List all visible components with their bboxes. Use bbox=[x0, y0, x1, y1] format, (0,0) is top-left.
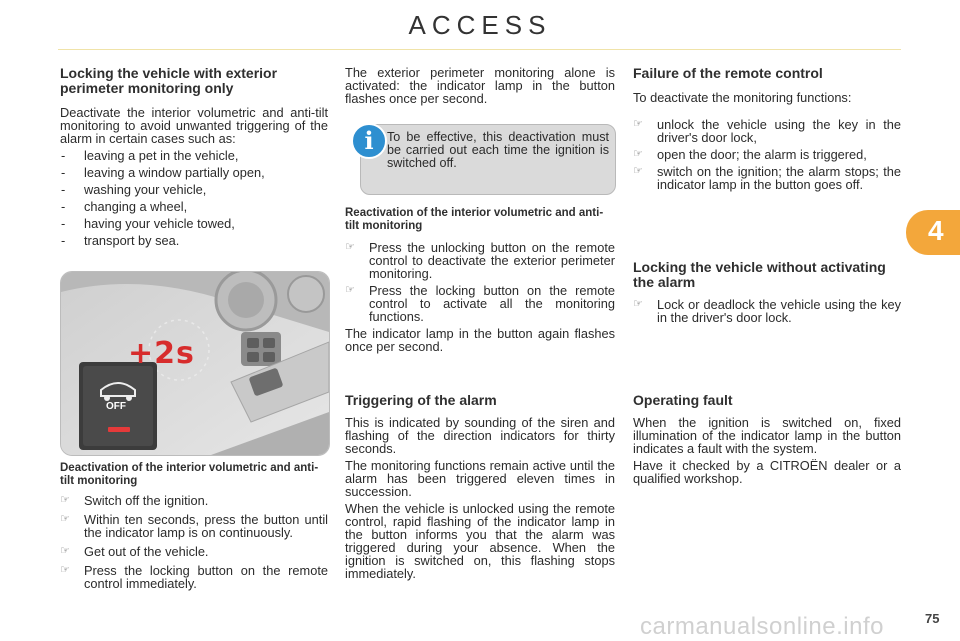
trigger-paragraph-1: This is indicated by sounding of the siren and flashing of the direction indicators for thirty seconds. bbox=[345, 415, 615, 456]
page-number: 75 bbox=[925, 611, 940, 626]
intro-paragraph: Deactivate the interior volumetric and anti-tilt monitoring to avoid unwanted triggering of the alarm in certain cases such as: bbox=[60, 105, 328, 146]
reactivation-title: Reactivation of the interior volumetric and anti-tilt monitoring bbox=[345, 207, 604, 232]
list-item: - transport by sea. bbox=[60, 234, 328, 247]
list-item: - changing a wheel, bbox=[60, 200, 328, 213]
column-right bbox=[633, 66, 901, 191]
page-header: ACCESS bbox=[408, 10, 552, 40]
failure-steps bbox=[633, 118, 901, 191]
operating-fault-title: Operating fault bbox=[633, 392, 733, 408]
list-item: - washing your vehicle, bbox=[60, 183, 328, 196]
list-item: ☞ Press the locking button on the remote control immediately. bbox=[60, 564, 328, 590]
triggering-section bbox=[345, 393, 615, 580]
fault-paragraph-2: Have it checked by a CITROËN dealer or a qualified workshop. bbox=[633, 458, 901, 486]
dashboard-illustration bbox=[60, 271, 330, 456]
operating-fault-section bbox=[633, 393, 901, 485]
list-item: ☞ unlock the vehicle using the key in the driver's door lock, bbox=[633, 118, 901, 144]
dashboard-drawing bbox=[61, 272, 329, 455]
list-item: ☞ open the door; the alarm is triggered, bbox=[633, 148, 901, 161]
info-icon: i bbox=[351, 123, 387, 159]
reactivation-section bbox=[345, 207, 615, 353]
lock-steps bbox=[633, 298, 901, 324]
list-item: - leaving a window partially open, bbox=[60, 166, 328, 179]
list-item: ☞ Switch off the ignition. bbox=[60, 494, 328, 507]
reactivation-steps bbox=[345, 241, 615, 323]
info-box bbox=[360, 124, 616, 195]
header-divider bbox=[58, 49, 901, 50]
section-title-locking-perimeter: Locking the vehicle with exterior perimeter monitoring only bbox=[60, 65, 278, 96]
trigger-paragraph-2: The monitoring functions remain active until the alarm has been triggered eleven times in succession. bbox=[345, 458, 615, 499]
list-item: - leaving a pet in the vehicle, bbox=[60, 149, 328, 162]
list-item: ☞ Press the unlocking button on the remote control to deactivate the exterior perimeter monitoring. bbox=[345, 241, 615, 280]
deactivation-title: Deactivation of the interior volumetric and anti-tilt monitoring bbox=[60, 462, 319, 487]
list-item: ☞ Within ten seconds, press the button until the indicator lamp is on continuously. bbox=[60, 513, 328, 539]
off-button-label: OFF bbox=[106, 401, 126, 412]
perimeter-paragraph: The exterior perimeter monitoring alone is activated: the indicator lamp in the button flashes once per second. bbox=[345, 65, 615, 106]
deactivation-section bbox=[60, 462, 328, 590]
lock-without-alarm-title: Locking the vehicle without activating the alarm bbox=[633, 259, 886, 290]
watermark: carmanualsonline.info bbox=[640, 613, 884, 640]
list-item: ☞ Press the locking button on the remote control to activate all the monitoring functions. bbox=[345, 284, 615, 323]
info-text: To be effective, this deactivation must be carried out each time the ignition is switched off. bbox=[387, 130, 609, 170]
chapter-tab bbox=[906, 210, 960, 255]
column-left bbox=[60, 66, 328, 247]
cases-list bbox=[60, 149, 328, 247]
list-item: ☞ Get out of the vehicle. bbox=[60, 545, 328, 558]
fault-paragraph-1: When the ignition is switched on, fixed illumination of the indicator lamp in the button indicates a fault with the system. bbox=[633, 415, 901, 456]
triggering-title: Triggering of the alarm bbox=[345, 392, 497, 408]
list-item: - having your vehicle towed, bbox=[60, 217, 328, 230]
column-middle bbox=[345, 66, 615, 105]
lock-without-alarm-section bbox=[633, 260, 901, 324]
failure-title: Failure of the remote control bbox=[633, 65, 823, 81]
failure-intro: To deactivate the monitoring functions: bbox=[633, 90, 852, 105]
press-duration-label: +2s bbox=[128, 336, 195, 371]
list-item: ☞ Lock or deadlock the vehicle using the key in the driver's door lock. bbox=[633, 298, 901, 324]
list-item: ☞ switch on the ignition; the alarm stops; the indicator lamp in the button goes off. bbox=[633, 165, 901, 191]
chapter-number: 4 bbox=[928, 215, 944, 246]
trigger-paragraph-3: When the vehicle is unlocked using the remote control, rapid flashing of the indicator lamp in the button informs you that the alarm was triggered during your absence. When the ignition is switched on, this flashing stops immediately. bbox=[345, 501, 615, 581]
deactivation-steps bbox=[60, 494, 328, 590]
reactivation-note: The indicator lamp in the button again flashes once per second. bbox=[345, 326, 615, 354]
